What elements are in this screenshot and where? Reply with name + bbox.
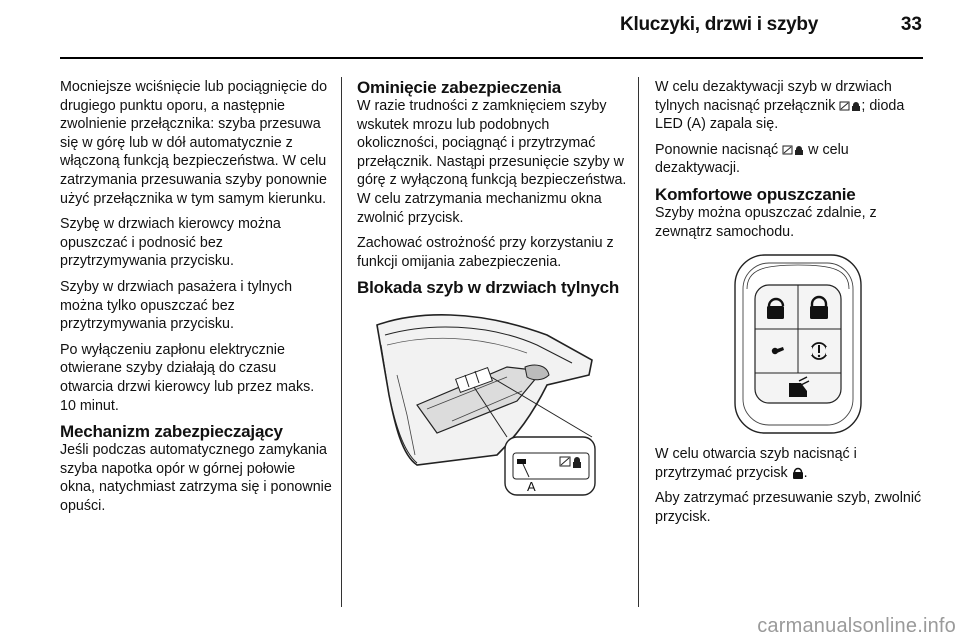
paragraph: Mocniejsze wciśnięcie lub pociągnięcie do drugiego punktu oporu, a następnie zwolnienie przełącznika: szyba przesuwa się w górę lub w dół automatycznie z włączoną funkcją bezpieczeństwa. W celu zatrzymania przesuwania szyby ponownie użyć przełącznika w tym samym kierunku.: [60, 79, 328, 207]
paragraph-text: Ponownie nacisnąć: [655, 141, 779, 158]
paragraph: Szybę w drzwiach kierowcy można opuszczać i podnosić bez przytrzymywania przycisku.: [60, 216, 281, 270]
section-heading: Ominięcie zabezpieczenia: [357, 78, 562, 97]
paragraph-text: ; dioda LED (A) zapala się.: [655, 97, 905, 133]
paragraph: [655, 78, 935, 134]
watermark: carmanualsonline.info: [757, 615, 956, 637]
section-heading: Mechanizm zabezpieczający: [60, 422, 283, 442]
column-divider: [341, 77, 342, 607]
switch-callout-box: [505, 437, 595, 495]
paragraph: Szyby można opuszczać zdalnie, z zewnątrz samochodu.: [655, 204, 877, 240]
child-window-lock-icon: [839, 100, 861, 112]
paragraph-text: .: [803, 464, 808, 481]
child-window-lock-icon: [782, 144, 804, 156]
paragraph: W razie trudności z zamknięciem szyby wskutek mrozu lub podobnych okoliczności, pociągnąć i przytrzymać przełącznik. Nastąpi przesunięcie szyby w górę z wyłączoną funkcją bezpieczeństwa. W celu zatrzymania mechanizmu okna zwolnić przycisk.: [357, 98, 627, 226]
header-rule: [60, 57, 923, 59]
paragraph-text: w celu dezaktywacji.: [655, 141, 849, 177]
door-window-switch-illustration: [357, 305, 607, 501]
column-divider: [638, 77, 639, 607]
unlock-padlock-icon: [792, 466, 804, 479]
column-1: [60, 78, 332, 522]
column-3: [655, 78, 935, 534]
remote-key-illustration: [655, 249, 925, 439]
paragraph: [655, 445, 935, 482]
page-header-title: Kluczyki, drzwi i szyby: [620, 14, 818, 35]
paragraph-text: W celu otwarcia szyb nacisnąć i przytrzymać przycisk: [655, 446, 857, 481]
page-number: 33: [900, 14, 922, 35]
paragraph-text: W celu dezaktywacji szyb w drzwiach tylnych nacisnąć przełącznik: [655, 79, 892, 114]
section-heading: Komfortowe opuszczanie: [655, 184, 856, 204]
paragraph: Po wyłączeniu zapłonu elektrycznie otwierane szyby działają do czasu otwarcia drzwi kierowcy lub przez maks. 10 minut.: [60, 341, 315, 414]
figure-label-a: A: [527, 479, 536, 495]
paragraph: Jeśli podczas automatycznego zamykania szyba napotka opór w górnej połowie okna, natychmiast zatrzyma się i ponownie opuści.: [60, 442, 332, 514]
paragraph: Szyby w drzwiach pasażera i tylnych można tylko opuszczać bez przytrzymywania przycisku.: [60, 278, 293, 333]
section-heading: Blokada szyb w drzwiach tylnych: [357, 278, 620, 298]
led-indicator: [517, 459, 526, 464]
paragraph: Aby zatrzymać przesuwanie szyb, zwolnić przycisk.: [655, 490, 922, 525]
column-2: [357, 78, 629, 507]
paragraph: [655, 141, 935, 178]
paragraph: Zachować ostrożność przy korzystaniu z funkcji omijania zabezpieczenia.: [357, 235, 614, 270]
